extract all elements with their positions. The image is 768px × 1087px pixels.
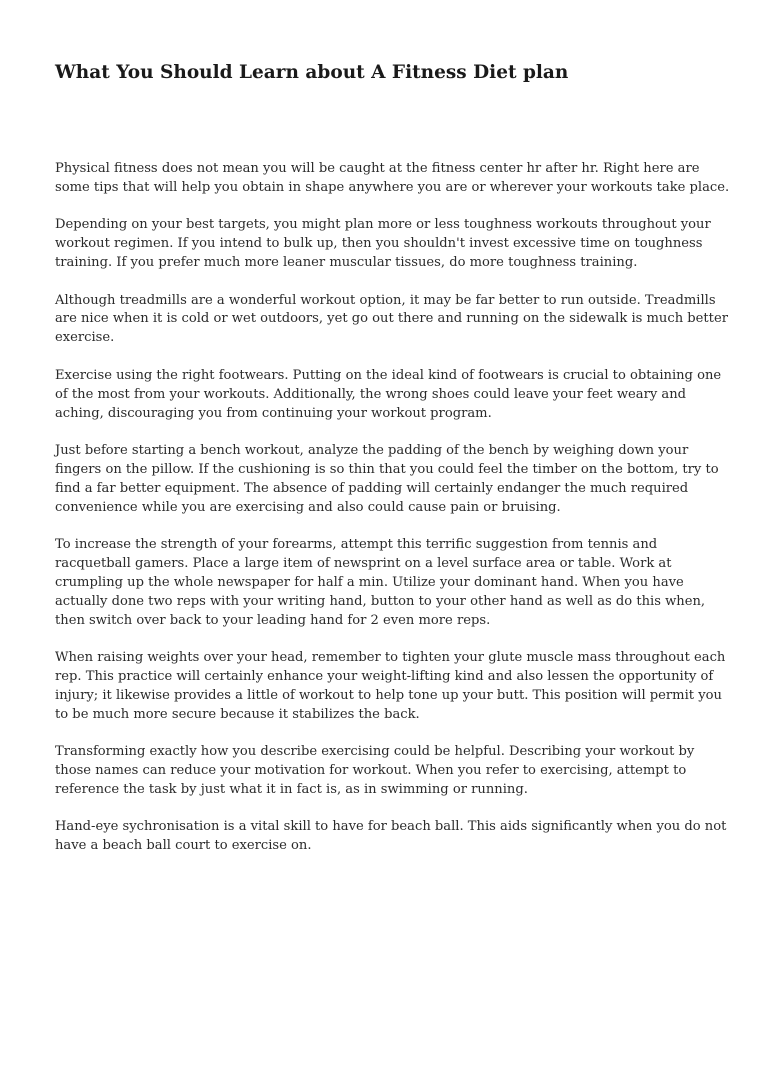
text-line: injury; it likewise provides a little of workout to help tone up your butt. This position will permit you xyxy=(55,687,722,703)
text-line: find a far better equipment. The absence of padding will certainly endanger the much required xyxy=(55,480,689,496)
text-line: those names can reduce your motivation for workout. When you refer to exercising, attempt to xyxy=(55,763,687,779)
text-line: exercise. xyxy=(55,330,115,346)
text-line: Transforming exactly how you describe exercising could be helpful. Describing your workout by xyxy=(55,744,695,760)
text-line: Although treadmills are a wonderful workout option, it may be far better to run outside. Treadmills xyxy=(55,292,716,308)
text-line: to be much more secure because it stabilizes the back. xyxy=(55,706,420,722)
text-line: crumpling up the whole newspaper for half a min. Utilize your dominant hand. When you have xyxy=(55,574,684,590)
paragraph xyxy=(55,160,730,198)
text-line: reference the task by just what it in fact is, as in swimming or running. xyxy=(55,782,528,798)
text-line: Exercise using the right footwears. Putting on the ideal kind of footwears is crucial to obtaining one xyxy=(55,367,722,383)
text-line: have a beach ball court to exercise on. xyxy=(55,838,312,854)
text-line: some tips that will help you obtain in shape anywhere you are or wherever your workouts take place. xyxy=(55,179,730,195)
text-line: When raising weights over your head, remember to tighten your glute muscle mass throughout each xyxy=(55,650,726,666)
paragraph xyxy=(55,216,715,273)
text-line: aching, discouraging you from continuing your workout program. xyxy=(55,405,492,421)
text-line: of the most from your workouts. Additionally, the wrong shoes could leave your feet weary and xyxy=(55,386,687,402)
text-line: Hand-eye sychronisation is a vital skill to have for beach ball. This aids significantly when you do not xyxy=(55,819,727,835)
paragraph xyxy=(55,743,715,800)
text-line: actually done two reps with your writing hand, button to your other hand as well as do this when, xyxy=(55,593,706,609)
text-line: Just before starting a bench workout, analyze the padding of the bench by weighing down your xyxy=(55,442,689,458)
paragraph xyxy=(55,292,728,349)
paragraph xyxy=(55,536,715,631)
text-line: training. If you prefer much more leaner muscular tissues, do more toughness training. xyxy=(55,255,638,271)
text-line: rep. This practice will certainly enhance your weight-lifting kind and also lessen the opportunity of xyxy=(55,669,714,685)
paragraph xyxy=(55,649,726,725)
document-title: What You Should Learn about A Fitness Diet plan xyxy=(55,62,569,83)
document-body xyxy=(55,160,730,875)
paragraph xyxy=(55,442,719,518)
text-line: racquetball gamers. Place a large item of newsprint on a level surface area or table. Work at xyxy=(55,556,672,571)
text-line: Depending on your best targets, you might plan more or less toughness workouts throughout your xyxy=(55,217,711,233)
text-line: Physical fitness does not mean you will be caught at the fitness center hr after hr. Right here are xyxy=(55,161,700,176)
text-line: workout regimen. If you intend to bulk up, then you shouldn't invest excessive time on toughness xyxy=(55,236,703,252)
text-line: then switch over back to your leading hand for 2 even more reps. xyxy=(55,612,491,628)
text-line: To increase the strength of your forearms, attempt this terrific suggestion from tennis and xyxy=(55,537,658,553)
paragraph xyxy=(55,818,727,856)
text-line: fingers on the pillow. If the cushioning is so thin that you could feel the timber on the bottom, try to xyxy=(55,461,719,477)
text-line: are nice when it is cold or wet outdoors, yet go out there and running on the sidewalk is much better xyxy=(55,311,728,327)
paragraph xyxy=(55,367,722,424)
text-line: convenience while you are exercising and also could cause pain or bruising. xyxy=(55,499,561,515)
